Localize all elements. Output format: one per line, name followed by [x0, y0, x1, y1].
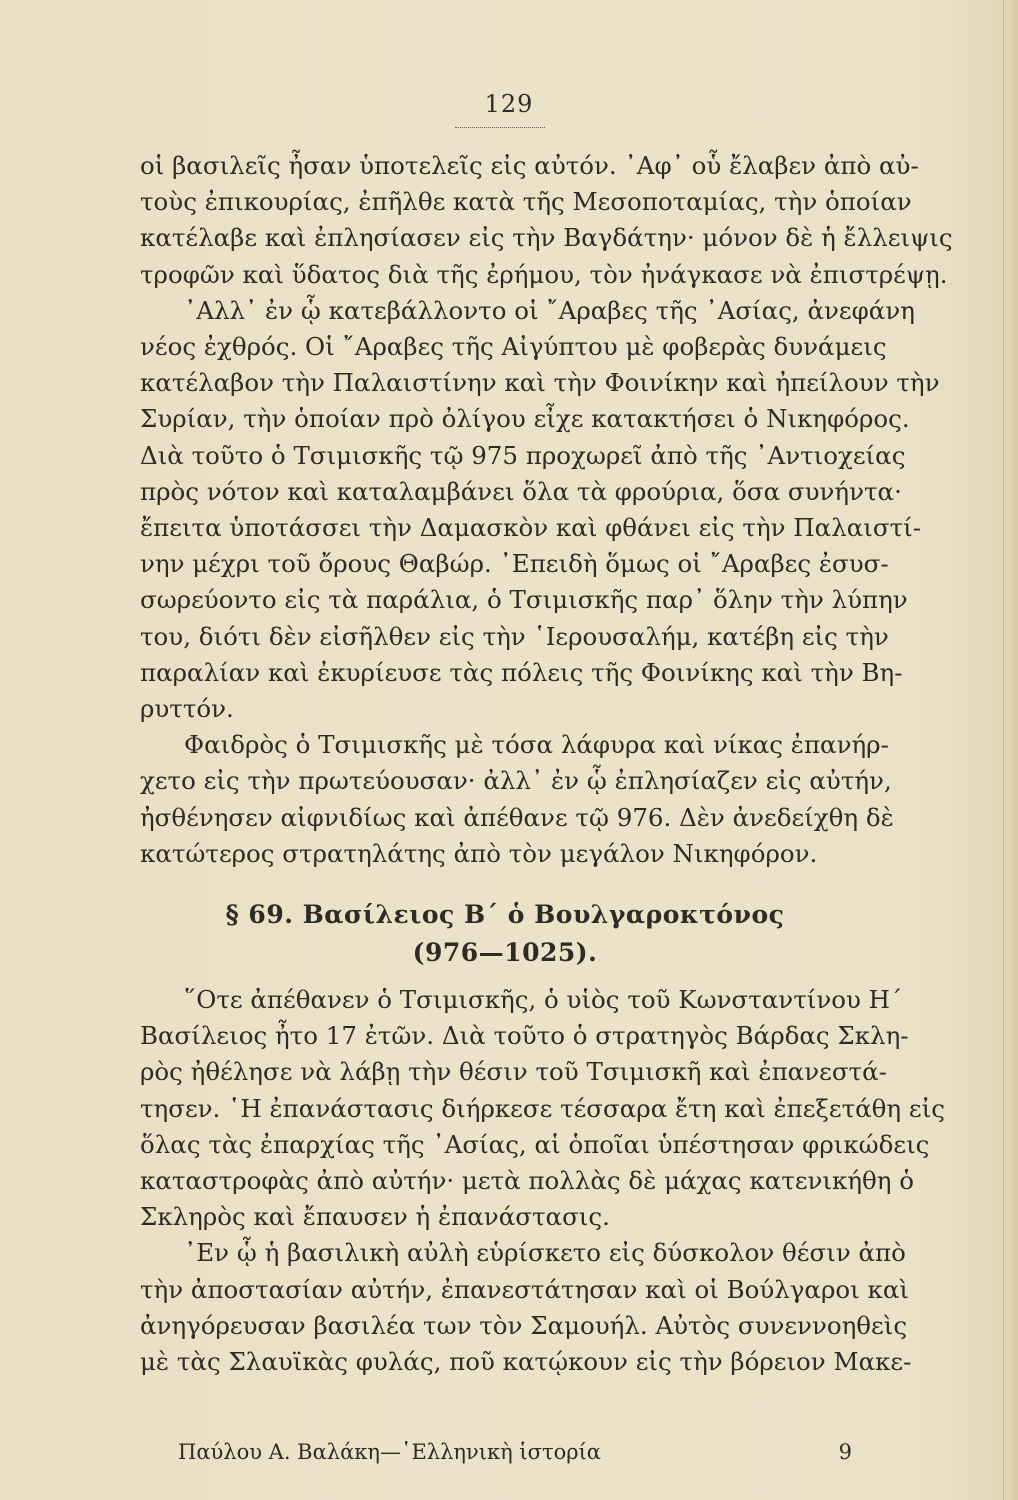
text-line: τὴν ἀποστασίαν αὐτήν, ἐπανεστάτησαν καὶ οἱ Βούλγαροι καὶ: [140, 1274, 909, 1304]
text-line: οἱ βασιλεῖς ἦσαν ὑποτελεῖς εἰς αὐτόν. ᾿Αφ᾿ οὗ ἔλαβεν ἀπὸ αὐ-: [140, 151, 919, 180]
text-line: ἠσθένησεν αἰφνιδίως καὶ ἀπέθανε τῷ 976. Δὲν ἀνεδείχθη δὲ: [140, 802, 894, 832]
body-text-bottom: [140, 982, 945, 1380]
text-line: ρυττόν.: [140, 694, 234, 724]
text-line: σωρεύοντο εἰς τὰ παράλια, ὁ Τσιμισκῆς παρ᾿ ὅλην τὴν λύπην: [140, 585, 908, 615]
text-line: νέος ἐχθρός. Οἱ ῎Αραβες τῆς Αἰγύπτου μὲ φοβερὰς δυνάμεις: [140, 332, 887, 362]
text-line: πρὸς νότον καὶ καταλαμβάνει ὅλα τὰ φρούρια, ὅσα συνήντα·: [140, 476, 902, 506]
text-line: Φαιδρὸς ὁ Τσιμισκῆς μὲ τόσα λάφυρα καὶ νίκας ἐπανήρ-: [184, 730, 889, 760]
text-line: κατέλαβον τὴν Παλαιστίνην καὶ τὴν Φοινίκην καὶ ἠπείλουν τὴν: [140, 368, 940, 398]
page-footer: [140, 1440, 870, 1464]
section-heading: § 69. Βασίλειος Β΄ ὁ Βουλγαροκτόνος: [225, 900, 785, 929]
page-number: 129: [484, 90, 534, 118]
paragraph-4: [140, 982, 945, 1235]
text-line: ὅλας τὰς ἐπαρχίας τῆς ᾿Ασίας, αἱ ὁποῖαι ὑπέστησαν φρικώδεις: [140, 1129, 930, 1159]
text-line: Βασίλειος ἦτο 17 ἐτῶν. Διὰ τοῦτο ὁ στρατηγὸς Βάρδας Σκλη-: [140, 1021, 909, 1051]
body-text-top: [140, 148, 953, 872]
paragraph-2: [140, 293, 940, 727]
text-line: ᾿Εν ᾧ ἡ βασιλικὴ αὐλὴ εὑρίσκετο εἰς δύσκολον θέσιν ἀπὸ: [184, 1238, 906, 1268]
text-line: τροφῶν καὶ ὕδατος διὰ τῆς ἐρήμου, τὸν ἠνάγκασε νὰ ἐπιστρέψῃ.: [140, 259, 948, 289]
text-line: κατέλαβε καὶ ἐπλησίασεν εἰς τὴν Βαγδάτην· μόνον δὲ ἡ ἔλλειψις: [140, 223, 953, 253]
paragraph-1: [140, 148, 953, 293]
text-line: ρὸς ἠθέλησε νὰ λάβῃ τὴν θέσιν τοῦ Τσιμισκῆ καὶ ἐπανεστά-: [140, 1057, 887, 1087]
text-line: Συρίαν, τὴν ὁποίαν πρὸ ὀλίγου εἶχε κατακτήσει ὁ Νικηφόρος.: [140, 404, 910, 434]
page-edge: [1003, 0, 1018, 1500]
text-line: του, διότι δὲν εἰσῆλθεν εἰς τὴν ῾Ιερουσαλήμ, κατέβη εἰς τὴν: [140, 621, 889, 651]
text-line: τησεν. ῾Η ἐπανάστασις διήρκεσε τέσσαρα ἔτη καὶ ἐπεξετάθη εἰς: [140, 1093, 945, 1123]
text-line: κατώτερος στρατηλάτης ἀπὸ τὸν μεγάλον Νικηφόρον.: [140, 838, 818, 868]
text-line: ᾿Αλλ᾿ ἐν ᾧ κατεβάλλοντο οἱ ῎Αραβες τῆς ᾿Ασίας, ἀνεφάνη: [184, 295, 915, 325]
text-line: χετο εἰς τὴν πρωτεύουσαν· ἀλλ᾿ ἐν ᾧ ἐπλησίαζεν εἰς αὐτήν,: [140, 766, 892, 796]
section-heading-dates: (976—1025).: [412, 938, 598, 967]
text-line: Σκληρὸς καὶ ἔπαυσεν ἡ ἐπανάστασις.: [140, 1202, 610, 1232]
text-line: παραλίαν καὶ ἐκυρίευσε τὰς πόλεις τῆς Φοινίκης καὶ τὴν Βη-: [140, 657, 903, 687]
footer-author-title: Παύλου Α. Βαλάκη—῾Ελληνικὴ ἱστορία: [178, 1440, 601, 1464]
text-line: ἔπειτα ὑποτάσσει τὴν Δαμασκὸν καὶ φθάνει εἰς τὴν Παλαιστί-: [140, 513, 922, 543]
footer-signature-mark: 9: [838, 1440, 852, 1464]
text-line: τοὺς ἐπικουρίας, ἐπῆλθε κατὰ τῆς Μεσοποταμίας, τὴν ὁποίαν: [140, 187, 912, 217]
paragraph-3: [140, 727, 894, 872]
paragraph-5: [140, 1235, 912, 1380]
text-line: ἀνηγόρευσαν βασιλέα των τὸν Σαμουήλ. Αὐτὸς συνεννοηθεὶς: [140, 1310, 908, 1340]
text-line: καταστροφὰς ἀπὸ αὐτήν· μετὰ πολλὰς δὲ μάχας κατενικήθη ὁ: [140, 1166, 914, 1196]
page-number-rule: [455, 127, 545, 128]
text-line: νην μέχρι τοῦ ὄρους Θαβώρ. ᾿Επειδὴ ὅμως οἱ ῎Αραβες ἐσυσ-: [140, 549, 889, 579]
text-line: μὲ τὰς Σλαυϊκὰς φυλάς, ποῦ κατῴκουν εἰς τὴν βόρειον Μακε-: [140, 1347, 912, 1377]
text-line: ῞Οτε ἀπέθανεν ὁ Τσιμισκῆς, ὁ υἱὸς τοῦ Κωνσταντίνου Η΄: [184, 985, 903, 1014]
text-line: Διὰ τοῦτο ὁ Τσιμισκῆς τῷ 975 προχωρεῖ ἀπὸ τῆς ᾿Αντιοχείας: [140, 440, 906, 470]
